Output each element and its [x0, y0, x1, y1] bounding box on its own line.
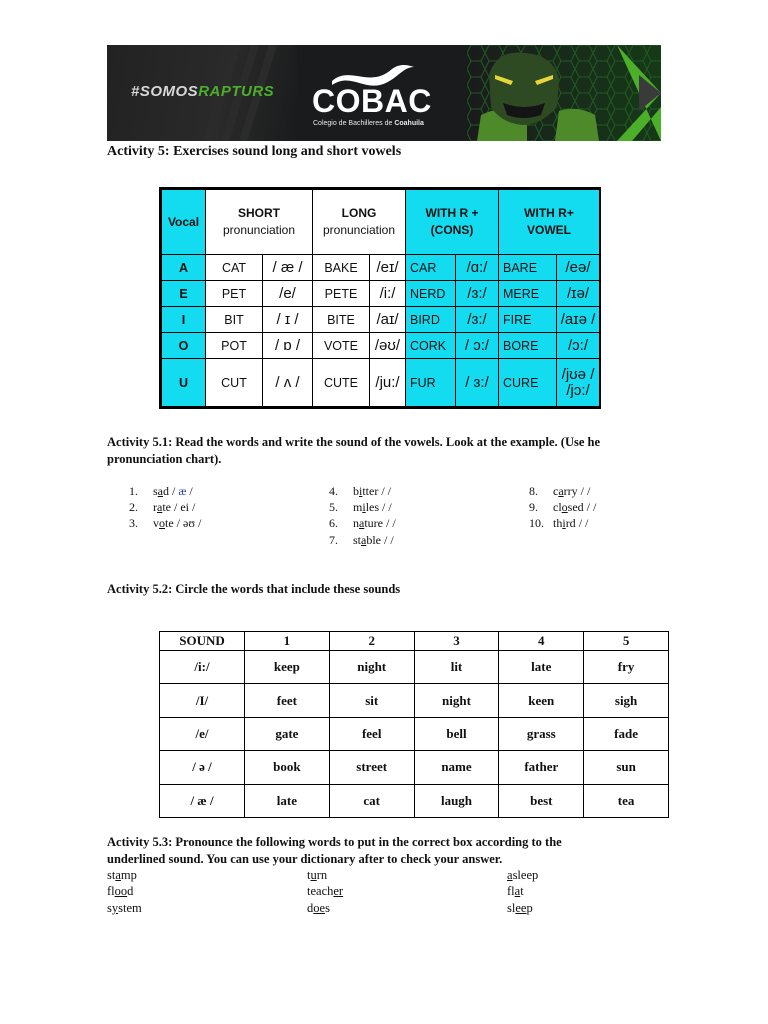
sound-symbol-cell: / æ / [160, 784, 245, 817]
sounds-header-cell: 3 [414, 632, 499, 651]
raptor-mascot-image [467, 45, 661, 141]
underlined-sound: oe [313, 901, 326, 915]
word-item: stamp [107, 868, 137, 882]
item-number: 4. [329, 484, 338, 498]
item-number: 9. [529, 500, 538, 514]
underlined-sound: ee [515, 901, 527, 915]
sounds-header-cell: SOUND [160, 632, 245, 651]
long-ipa-cell: /i:/ [370, 281, 406, 307]
activity-5-3-title: Activity 5.3: Pronounce the following words to put in the correct box according to the underlined sound. You can use your dictionary after to check your answer. [107, 835, 562, 866]
sounds-row [160, 684, 669, 717]
word-cell[interactable]: feel [329, 717, 414, 750]
underlined-sound: a [115, 868, 121, 882]
example-answer: ei [180, 500, 190, 514]
underlined-vowel: i [359, 484, 363, 498]
r-vowel-ipa-cell: /jʊə / /jɔ:/ [557, 359, 600, 407]
item-number: 8. [529, 484, 538, 498]
word-cell[interactable]: late [499, 651, 584, 684]
chart-row [162, 359, 600, 407]
word-cell[interactable]: sun [584, 751, 669, 784]
list-item: 4. bitter / / [329, 484, 392, 498]
chart-row [162, 255, 600, 281]
chart-row [162, 307, 600, 333]
word-item: does [307, 901, 330, 915]
r-cons-ipa-cell: / ɜ:/ [456, 359, 499, 407]
short-word-cell: BIT [206, 307, 263, 333]
chart-row [162, 281, 600, 307]
r-cons-ipa-cell: /ɜ:/ [456, 307, 499, 333]
r-cons-word-cell: CORK [406, 333, 456, 359]
word-cell[interactable]: name [414, 751, 499, 784]
r-cons-ipa-cell: / ɔ:/ [456, 333, 499, 359]
r-cons-ipa-cell: /ɑ:/ [456, 255, 499, 281]
word-item: teacher [307, 884, 344, 898]
sounds-header-cell: 1 [245, 632, 330, 651]
underlined-vowel: o [561, 500, 568, 514]
long-word-cell: BITE [313, 307, 370, 333]
word-cell[interactable]: late [245, 784, 330, 817]
sounds-header-cell: 2 [329, 632, 414, 651]
example-answer: əʊ [183, 516, 195, 530]
r-vowel-word-cell: BORE [499, 333, 557, 359]
long-ipa-cell: /eɪ/ [370, 255, 406, 281]
header-long: LONG pronunciation [313, 190, 406, 255]
cobac-subtitle: Colegio de Bachilleres de Coahuila [313, 120, 424, 127]
header-vocal: Vocal [162, 190, 206, 255]
word-cell[interactable]: sigh [584, 684, 669, 717]
underlined-vowel: a [359, 516, 365, 530]
r-vowel-ipa-cell: /ɔ:/ [557, 333, 600, 359]
item-word: nature [353, 516, 383, 530]
r-cons-word-cell: CAR [406, 255, 456, 281]
r-vowel-ipa-cell: /eə/ [557, 255, 600, 281]
sounds-header-cell: 4 [499, 632, 584, 651]
item-word: sad [153, 484, 169, 498]
long-ipa-cell: /aɪ/ [370, 307, 406, 333]
word-item: flood [107, 884, 134, 898]
vowel-cell: A [162, 255, 206, 281]
word-cell[interactable]: fade [584, 717, 669, 750]
word-cell[interactable]: grass [499, 717, 584, 750]
sounds-header-cell: 5 [584, 632, 669, 651]
sounds-table [159, 631, 669, 818]
underlined-vowel: a [157, 500, 163, 514]
example-answer: æ [178, 484, 187, 498]
underlined-vowel: a [558, 484, 564, 498]
list-item: 1. sad / æ / [129, 484, 193, 498]
list-item: 3. vote / əʊ / [129, 516, 202, 530]
r-vowel-word-cell: CURE [499, 359, 557, 407]
long-word-cell: CUTE [313, 359, 370, 407]
long-word-cell: BAKE [313, 255, 370, 281]
underlined-sound: a [507, 868, 513, 882]
sound-symbol-cell: /e/ [160, 717, 245, 750]
word-cell[interactable]: lit [414, 651, 499, 684]
sounds-row [160, 717, 669, 750]
activity-5-title: Activity 5: Exercises sound long and short vowels [107, 144, 402, 159]
r-vowel-word-cell: BARE [499, 255, 557, 281]
item-word: carry [553, 484, 578, 498]
long-word-cell: VOTE [313, 333, 370, 359]
r-vowel-ipa-cell: /aɪə / [557, 307, 600, 333]
header-banner [107, 45, 661, 141]
word-cell[interactable]: laugh [414, 784, 499, 817]
list-item: 5. miles / / [329, 500, 392, 514]
word-cell[interactable]: fry [584, 651, 669, 684]
list-item: 7. stable / / [329, 533, 394, 547]
word-cell[interactable]: night [329, 651, 414, 684]
word-cell[interactable]: sit [329, 684, 414, 717]
item-word: vote [153, 516, 174, 530]
short-word-cell: CUT [206, 359, 263, 407]
long-ipa-cell: /əʊ/ [370, 333, 406, 359]
r-vowel-word-cell: FIRE [499, 307, 557, 333]
vowel-cell: I [162, 307, 206, 333]
sound-symbol-cell: / ə / [160, 751, 245, 784]
r-cons-word-cell: BIRD [406, 307, 456, 333]
underlined-sound: a [514, 884, 521, 898]
list-item: 6. nature / / [329, 516, 396, 530]
underlined-sound: y [111, 901, 119, 915]
sounds-row [160, 751, 669, 784]
r-cons-word-cell: NERD [406, 281, 456, 307]
word-item: asleep [507, 868, 539, 882]
sound-symbol-cell: /I/ [160, 684, 245, 717]
pronunciation-chart [159, 187, 601, 409]
word-cell[interactable]: best [499, 784, 584, 817]
item-word: third [553, 516, 576, 530]
word-cell[interactable]: tea [584, 784, 669, 817]
word-cell[interactable]: cat [329, 784, 414, 817]
activity-5-1-title: Activity 5.1: Read the words and write the sound of the vowels. Look at the example. (Use he pronunciation chart). [107, 435, 601, 466]
cobac-logo-text: COBAC [312, 83, 432, 119]
chart-row [162, 333, 600, 359]
r-vowel-word-cell: MERE [499, 281, 557, 307]
short-ipa-cell: / ɒ / [263, 333, 313, 359]
short-ipa-cell: / ɪ / [263, 307, 313, 333]
word-item: turn [307, 868, 328, 882]
item-word: closed [553, 500, 584, 514]
underlined-vowel: i [362, 500, 366, 514]
hashtag-text: #SOMOSRAPTURS [131, 83, 275, 100]
list-item: 9. closed / / [529, 500, 597, 514]
underlined-sound: oo [114, 884, 128, 898]
word-cell[interactable]: keep [245, 651, 330, 684]
list-item: 2. rate / ei / [129, 500, 196, 514]
header-with-r-cons: WITH R + (CONS) [406, 190, 499, 255]
item-word: miles [353, 500, 380, 514]
short-word-cell: POT [206, 333, 263, 359]
vowel-cell: E [162, 281, 206, 307]
underlined-vowel: i [562, 516, 566, 530]
r-vowel-ipa-cell: /ɪə/ [557, 281, 600, 307]
vowel-cell: U [162, 359, 206, 407]
r-cons-word-cell: FUR [406, 359, 456, 407]
item-number: 10. [529, 516, 544, 530]
item-number: 5. [329, 500, 338, 514]
item-word: bitter [353, 484, 379, 498]
sounds-row [160, 651, 669, 684]
short-ipa-cell: / æ / [263, 255, 313, 281]
item-word: rate [153, 500, 171, 514]
underlined-sound: er [333, 884, 344, 898]
long-word-cell: PETE [313, 281, 370, 307]
word-cell[interactable]: father [499, 751, 584, 784]
short-ipa-cell: /e/ [263, 281, 313, 307]
underlined-vowel: a [361, 533, 367, 547]
item-number: 1. [129, 484, 138, 498]
sound-symbol-cell: /i:/ [160, 651, 245, 684]
item-number: 3. [129, 516, 138, 530]
short-word-cell: PET [206, 281, 263, 307]
item-number: 6. [329, 516, 338, 530]
underlined-vowel: a [157, 484, 163, 498]
list-item: 10. third / / [529, 516, 589, 530]
long-ipa-cell: /ju:/ [370, 359, 406, 407]
list-item: 8. carry / / [529, 484, 591, 498]
header-short: SHORT pronunciation [206, 190, 313, 255]
word-cell[interactable]: night [414, 684, 499, 717]
word-cell[interactable]: keen [499, 684, 584, 717]
short-word-cell: CAT [206, 255, 263, 281]
item-number: 2. [129, 500, 138, 514]
activity-5-2-title: Activity 5.2: Circle the words that include these sounds [107, 582, 401, 596]
word-cell[interactable]: street [329, 751, 414, 784]
word-cell[interactable]: book [245, 751, 330, 784]
word-item: sleep [507, 901, 533, 915]
vowel-cell: O [162, 333, 206, 359]
short-ipa-cell: / ʌ / [263, 359, 313, 407]
item-word: stable [353, 533, 382, 547]
sounds-row [160, 784, 669, 817]
word-cell[interactable]: bell [414, 717, 499, 750]
header-with-r-vowel: WITH R+ VOWEL [499, 190, 600, 255]
item-number: 7. [329, 533, 338, 547]
word-item: system [107, 901, 142, 915]
r-cons-ipa-cell: /ɜ:/ [456, 281, 499, 307]
underlined-sound: u [310, 868, 317, 882]
word-item: flat [507, 884, 524, 898]
word-cell[interactable]: gate [245, 717, 330, 750]
word-cell[interactable]: feet [245, 684, 330, 717]
underlined-vowel: o [159, 516, 165, 530]
